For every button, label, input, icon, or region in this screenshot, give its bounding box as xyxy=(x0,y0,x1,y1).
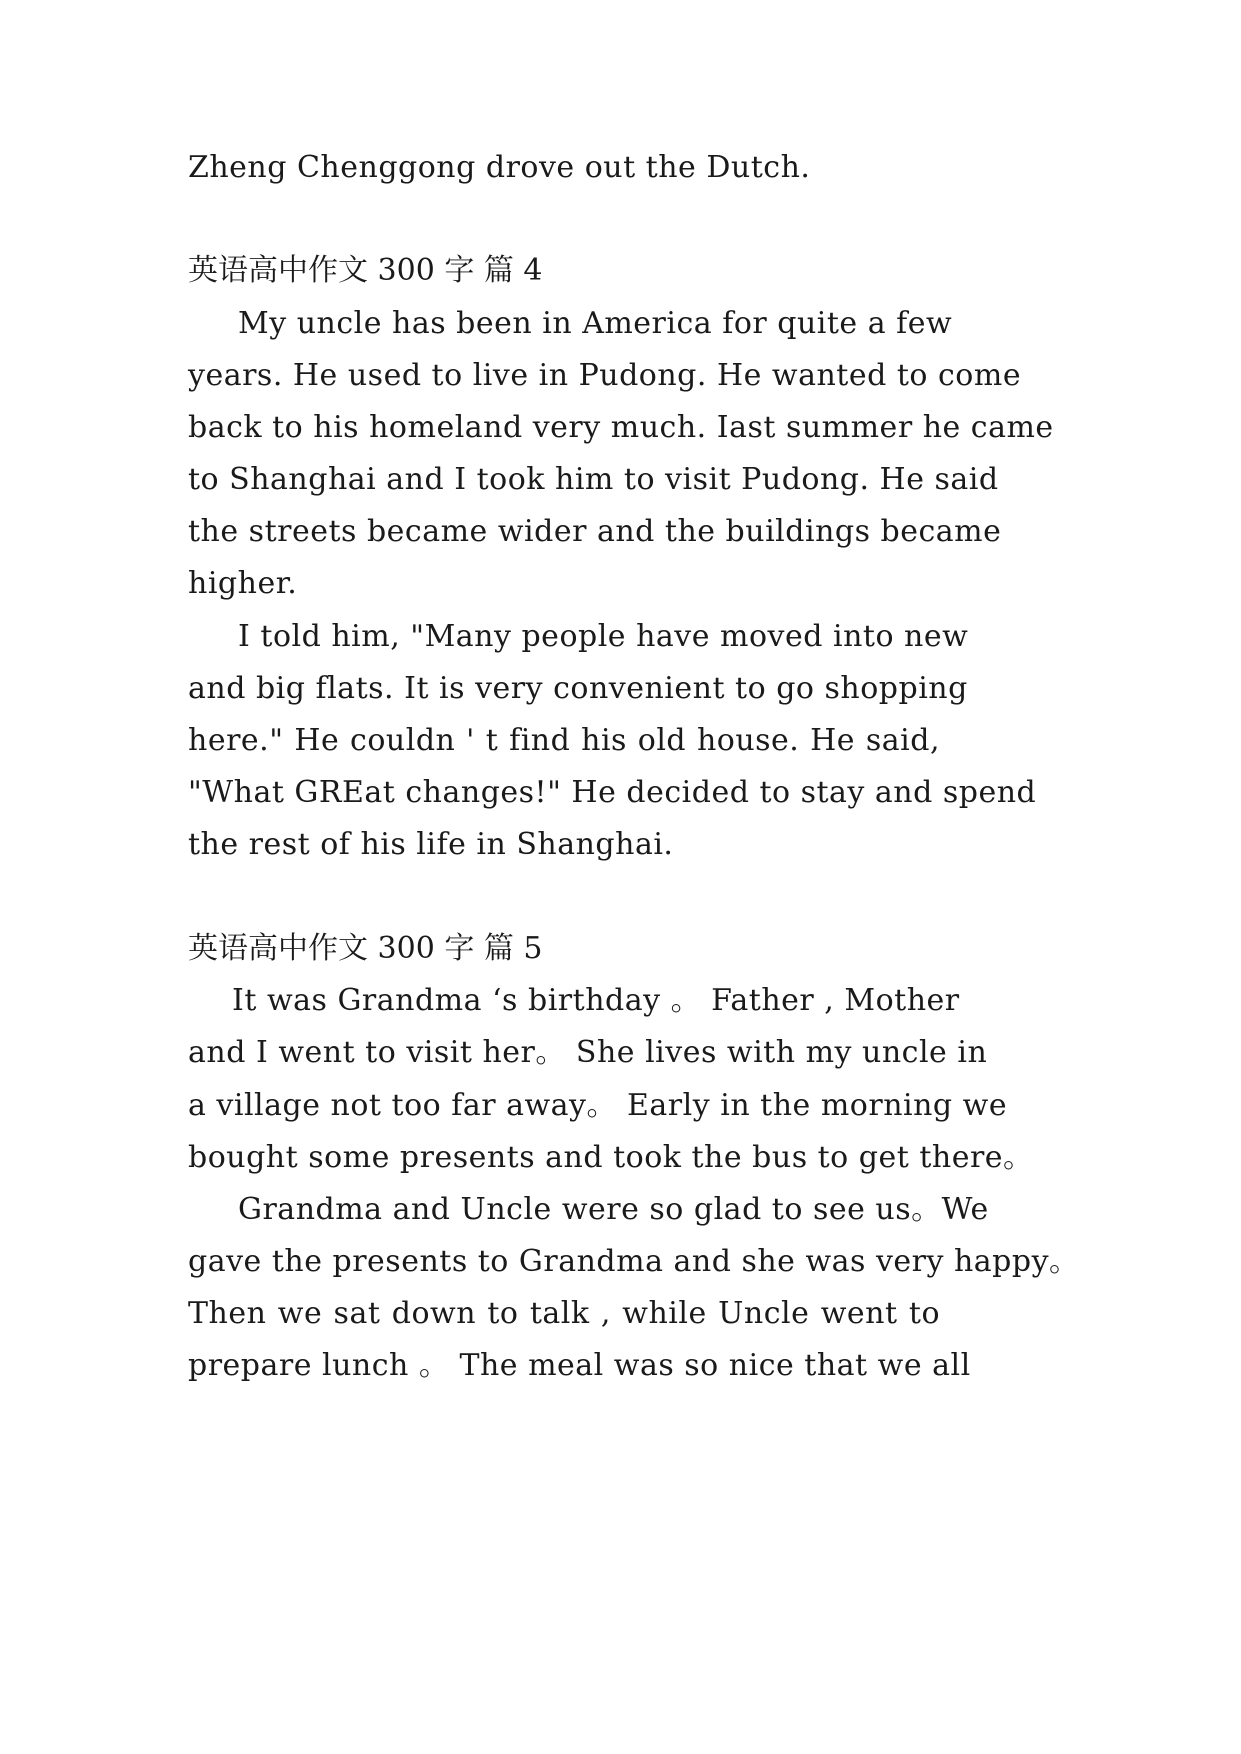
paragraph-line: a village not too far away。 Early in the morning we xyxy=(188,1088,1008,1123)
paragraph-line: It was Grandma ‘s birthday 。 Father , Mother xyxy=(232,983,960,1018)
paragraph-line: I told him, "Many people have moved into new xyxy=(238,619,969,654)
paragraph-line: back to his homeland very much. Iast summer he came xyxy=(188,410,1054,445)
paragraph-line: Then we sat down to talk , while Uncle went to xyxy=(188,1296,940,1331)
paragraph-line: prepare lunch 。 The meal was so nice that we all xyxy=(188,1348,971,1383)
section-heading-5: 英语高中作文 300 字 篇 5 xyxy=(188,931,543,966)
paragraph-line: the rest of his life in Shanghai. xyxy=(188,827,674,862)
paragraph-line: the streets became wider and the buildings became xyxy=(188,514,1002,549)
paragraph-line: bought some presents and took the bus to get there。 xyxy=(188,1140,1034,1175)
paragraph-line: here." He couldn ' t find his old house. He said, xyxy=(188,723,940,758)
paragraph-line: gave the presents to Grandma and she was very happy。 xyxy=(188,1244,1080,1279)
paragraph-line: and big flats. It is very convenient to go shopping xyxy=(188,671,968,706)
paragraph-line: Grandma and Uncle were so glad to see us。We xyxy=(238,1192,989,1227)
paragraph-line: and I went to visit her。 She lives with my uncle in xyxy=(188,1035,988,1070)
paragraph-line: higher. xyxy=(188,566,298,601)
text-line: Zheng Chenggong drove out the Dutch. xyxy=(188,150,811,185)
section-heading-4: 英语高中作文 300 字 篇 4 xyxy=(188,253,543,288)
paragraph-line: My uncle has been in America for quite a few xyxy=(238,306,953,341)
paragraph-line: to Shanghai and I took him to visit Pudong. He said xyxy=(188,462,999,497)
paragraph-line: "What GREat changes!" He decided to stay and spend xyxy=(188,775,1037,810)
paragraph-line: years. He used to live in Pudong. He wanted to come xyxy=(188,358,1022,393)
